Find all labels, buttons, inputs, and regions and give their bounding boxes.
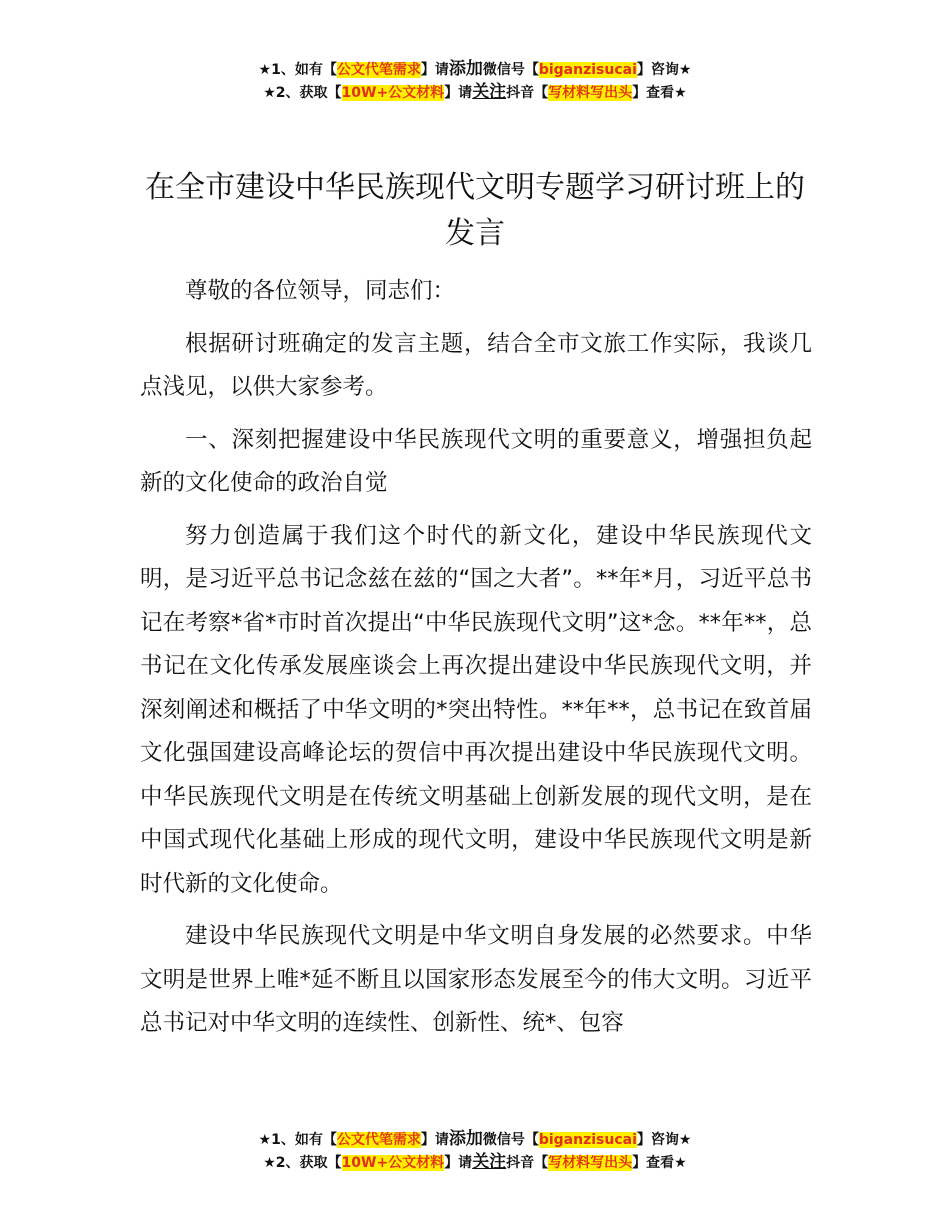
promo-highlight-wechat-id: biganzisucai [538, 1132, 637, 1148]
promo-line-2: ★2、获取【10W+公文材料】请关注抖音【写材料写出头】查看★ [263, 82, 687, 102]
bottom-promo-banner [0, 1128, 950, 1174]
paragraph-salutation: 尊敬的各位领导，同志们： [185, 278, 456, 304]
promo-line-1: ★1、如有【公文代笔需求】请添加微信号【biganzisucai】咨询★ [258, 59, 692, 79]
document-body [140, 270, 812, 1055]
promo-highlight-service: 公文代笔需求 [336, 1132, 421, 1148]
section-heading-1: 一、深刻把握建设中华民族现代文明的重要意义，增强担负起新的文化使命的政治自觉 [140, 426, 812, 496]
promo-highlight-service: 公文代笔需求 [336, 62, 421, 78]
promo-highlight-materials: 10W+公文材料 [341, 85, 445, 101]
paragraph-intro: 根据研讨班确定的发言主题，结合全市文旅工作实际，我谈几点浅见，以供大家参考。 [140, 330, 812, 400]
promo-highlight-douyin: 写材料写出头 [548, 1155, 633, 1171]
promo-line-1: ★1、如有【公文代笔需求】请添加微信号【biganzisucai】咨询★ [258, 1129, 692, 1149]
promo-highlight-douyin: 写材料写出头 [548, 85, 633, 101]
top-promo-banner [0, 58, 950, 104]
paragraph: 努力创造属于我们这个时代的新文化，建设中华民族现代文明，是习近平总书记念兹在兹的“国之大者”。**年*月，习近平总书记在考察*省*市时首次提出“中华民族现代文明”这*念。**年**，总书记在文化传承发展座谈会上再次提出建设中华民族现代文明，并深刻阐述和概括了中华文明的*突出特性。**年**，总书记在致首届文化强国建设高峰论坛的贺信中再次提出建设中华民族现代文明。中华民族现代文明是在传统文明基础上创新发展的现代文明，是在中国式现代化基础上形成的现代文明，建设中华民族现代文明是新时代新的文化使命。 [140, 522, 812, 897]
promo-highlight-wechat-id: biganzisucai [538, 62, 637, 78]
paragraph: 建设中华民族现代文明是中华文明自身发展的必然要求。中华文明是世界上唯*延不断且以国家形态发展至今的伟大文明。习近平总书记对中华文明的连续性、创新性、统*、包容 [140, 923, 812, 1036]
document-title: 在全市建设中华民族现代文明专题学习研讨班上的发言 [145, 170, 805, 251]
promo-line-2: ★2、获取【10W+公文材料】请关注抖音【写材料写出头】查看★ [263, 1152, 687, 1172]
promo-highlight-materials: 10W+公文材料 [341, 1155, 445, 1171]
